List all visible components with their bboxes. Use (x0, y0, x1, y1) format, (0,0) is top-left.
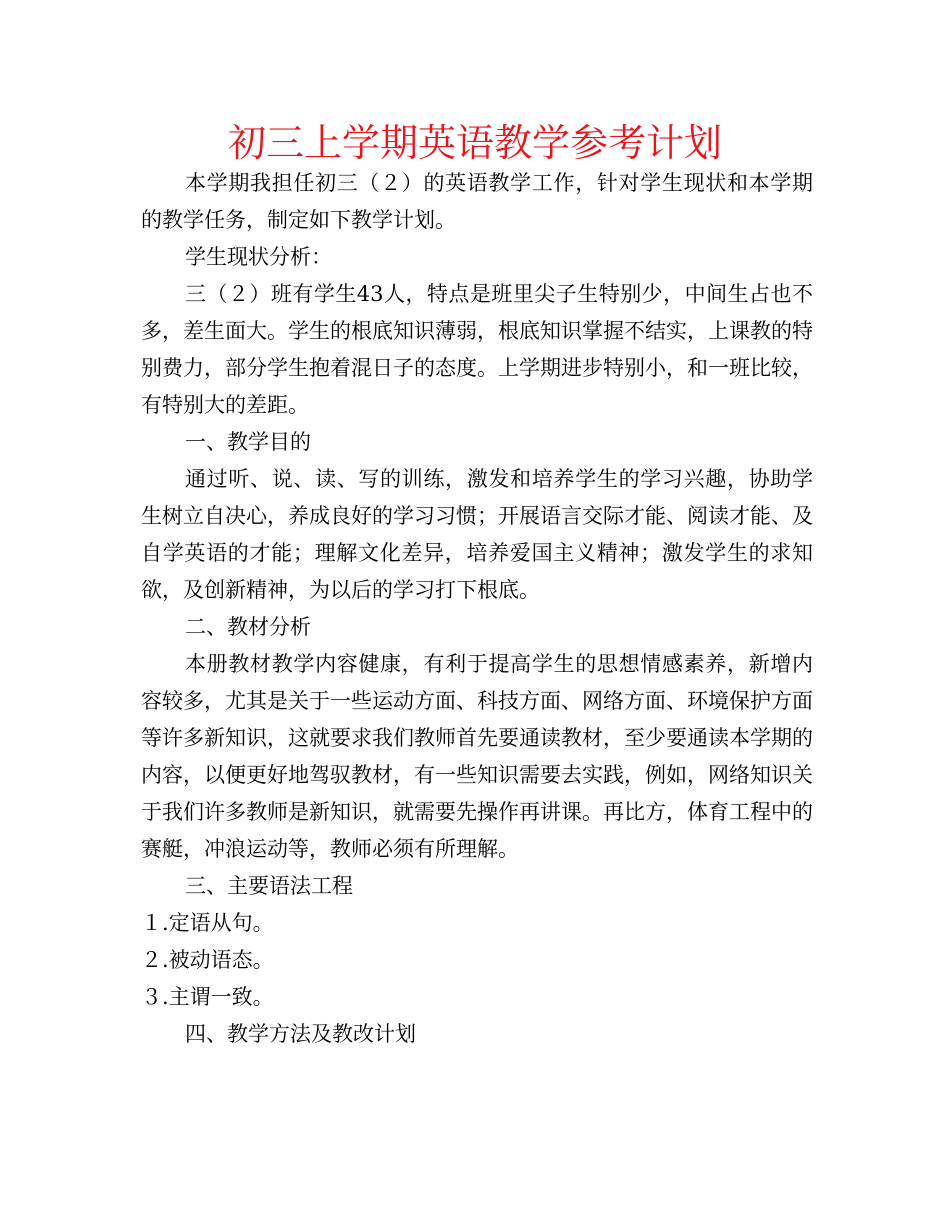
textbook-analysis-paragraph: 本册教材教学内容健康，有利于提高学生的思想情感素养，新增内容较多，尤其是关于一些运动方面、科技方面、网络方面、环境保护方面等许多新知识，这就要求我们教师首先要通读教材，至少要通读本学期的内容，以便更好地驾驭教材，有一些知识需要去实践，例如，网络知识关于我们许多教师是新知识，就需要先操作再讲课。再比方，体育工程中的赛艇，冲浪运动等，教师必须有所理解。 (141, 652, 813, 861)
document-body (141, 165, 813, 1053)
grammar-item: ３.主谓一致。 (141, 985, 274, 1009)
grammar-item: １.定语从句。 (141, 911, 274, 935)
teaching-goals-paragraph: 通过听、说、读、写的训练，激发和培养学生的学习兴趣，协助学生树立自决心，养成良好的学习习惯；开展语言交际才能、阅读才能、及自学英语的才能；理解文化差异，培养爱国主义精神；激发学生的求知欲，及创新精神，为以后的学习打下根底。 (141, 467, 813, 602)
textbook-analysis-heading: 二、教材分析 (185, 615, 311, 639)
intro-paragraph: 本学期我担任初三（２）的英语教学工作，针对学生现状和本学期的教学任务，制定如下教学计划。 (141, 171, 813, 232)
student-analysis-paragraph: 三（２）班有学生43人，特点是班里尖子生特别少，中间生占也不多，差生面大。学生的根底知识薄弱，根底知识掌握不结实，上课教的特别费力，部分学生抱着混日子的态度。上学期进步特别小，和一班比较，有特别大的差距。 (141, 282, 813, 417)
teaching-goals-heading: 一、教学目的 (185, 430, 311, 454)
teaching-methods-heading: 四、教学方法及教改计划 (185, 1022, 416, 1046)
document-title: 初三上学期英语教学参考计划 (227, 121, 722, 165)
grammar-item: ２.被动语态。 (141, 948, 274, 972)
grammar-items-heading: 三、主要语法工程 (185, 874, 353, 898)
student-analysis-heading: 学生现状分析： (185, 245, 332, 269)
